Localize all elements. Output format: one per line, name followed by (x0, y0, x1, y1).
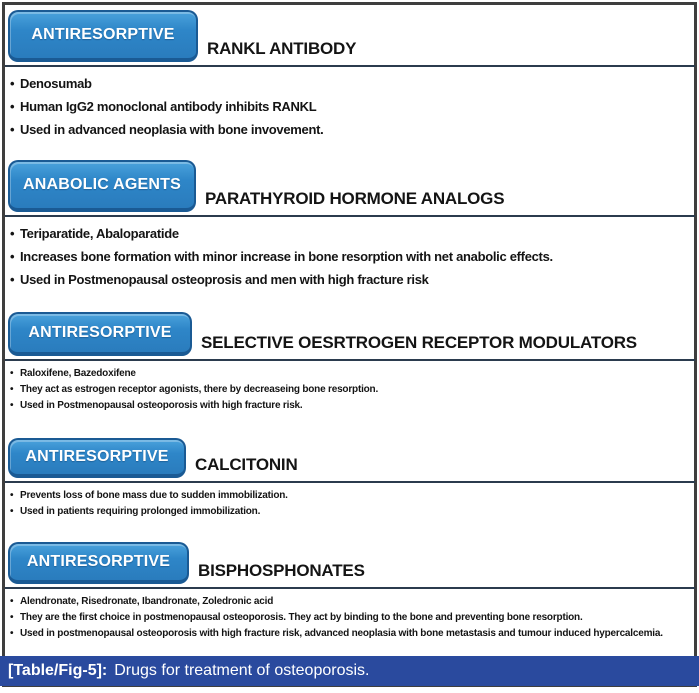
section-parathyroid-hormone-analogs (5, 160, 695, 291)
bullet-item: • Prevents loss of bone mass due to sudden immobilization. (10, 488, 695, 504)
bullet-item: • Used in Postmenopausal osteoprosis and men with high fracture risk (10, 268, 695, 291)
category-badge (8, 160, 196, 212)
bullet-item: • Used in Postmenopausal osteoporosis with high fracture risk. (10, 398, 695, 414)
section-header-row (5, 542, 695, 584)
section-heading: RANKL ANTIBODY (207, 39, 357, 58)
bullet-item: • Human IgG2 monoclonal antibody inhibits RANKL (10, 95, 695, 118)
section-rankl-antibody (5, 10, 695, 141)
category-label: ANTIRESORPTIVE (25, 448, 169, 465)
bullet-list (10, 594, 695, 642)
category-label: ANTIRESORPTIVE (28, 324, 172, 341)
section-heading: CALCITONIN (195, 455, 298, 474)
bullet-item: • Increases bone formation with minor increase in bone resorption with net anabolic effects. (10, 245, 695, 268)
category-badge (8, 542, 189, 584)
section-heading: SELECTIVE OESRTROGEN RECEPTOR MODULATORS (201, 333, 637, 352)
category-badge (8, 438, 186, 478)
heading-rule (5, 215, 695, 217)
category-label: ANABOLIC AGENTS (23, 176, 181, 193)
heading-rule (5, 359, 695, 361)
bullet-item: • They are the first choice in postmenopausal osteoporosis. They act by binding to the bone and preventing bone resorption. (10, 610, 695, 626)
bullet-item: • Denosumab (10, 72, 695, 95)
section-heading: PARATHYROID HORMONE ANALOGS (205, 189, 505, 208)
section-serm (5, 312, 695, 414)
bullet-item: • Used in patients requiring prolonged immobilization. (10, 504, 695, 520)
caption-label: [Table/Fig-5]: (8, 662, 108, 679)
category-badge (8, 10, 198, 62)
section-header-row (5, 438, 695, 478)
section-bisphosphonates (5, 542, 695, 642)
bullet-item: • Raloxifene, Bazedoxifene (10, 366, 695, 382)
bullet-item: • Used in postmenopausal osteoporosis with high fracture risk, advanced neoplasia with bone metastasis and tumour induced hypercalcemia. (10, 626, 695, 642)
section-calcitonin (5, 438, 695, 520)
heading-rule (5, 481, 695, 483)
bullet-item: • They act as estrogen receptor agonists, there by decreaseing bone resorption. (10, 382, 695, 398)
caption-bar (0, 656, 699, 686)
category-label: ANTIRESORPTIVE (31, 26, 175, 43)
bullet-list (10, 366, 695, 414)
category-label: ANTIRESORPTIVE (26, 553, 171, 570)
bullet-item: • Teriparatide, Abaloparatide (10, 222, 695, 245)
bullet-item: • Alendronate, Risedronate, Ibandronate, Zoledronic acid (10, 594, 695, 610)
section-header-row (5, 160, 695, 212)
category-badge (8, 312, 192, 356)
heading-rule (5, 587, 695, 589)
bullet-list (10, 488, 695, 520)
bullet-item: • Used in advanced neoplasia with bone invovement. (10, 118, 695, 141)
caption-text: Drugs for treatment of osteoporosis. (114, 662, 370, 679)
section-header-row (5, 10, 695, 62)
bullet-list (10, 72, 695, 141)
heading-rule (5, 65, 695, 67)
section-header-row (5, 312, 695, 356)
bullet-list (10, 222, 695, 291)
section-heading: BISPHOSPHONATES (198, 561, 365, 580)
